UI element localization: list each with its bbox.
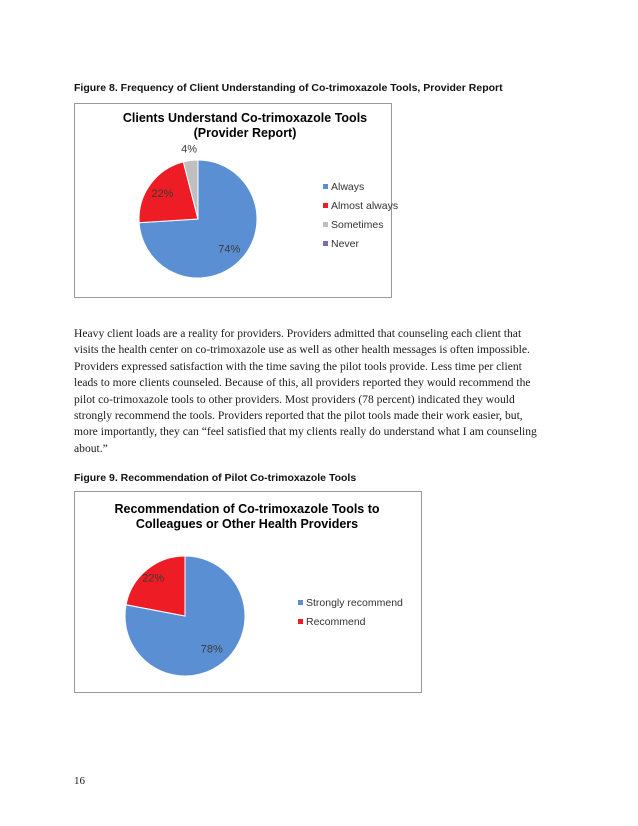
chart-recommendation-svg (75, 492, 421, 692)
legend-swatch (323, 184, 328, 189)
legend-swatch (298, 619, 303, 624)
page-number: 16 (74, 775, 85, 787)
chart-title-line-2: (Provider Report) (193, 126, 297, 140)
data-label-recommend: 22% (142, 572, 165, 585)
figure-8-caption: Figure 8. Frequency of Client Understanding of Co-trimoxazole Tools, Provider Report (74, 82, 503, 94)
paragraph-line: Providers expressed satisfaction with the time saving the pilot tools provide. Less time per client (74, 359, 522, 373)
legend-swatch (323, 222, 328, 227)
paragraph-line: pilot co-trimoxazole tools to other providers. Most providers (78 percent) indicated they would (74, 392, 515, 406)
legend-label: Almost always (331, 200, 399, 212)
data-label-strongly-recommend: 78% (200, 643, 223, 656)
legend-label: Strongly recommend (306, 597, 403, 609)
data-label-almost-always: 22% (151, 188, 174, 201)
chart-client-understanding (74, 103, 399, 298)
legend-label: Never (331, 238, 360, 250)
chart-recommendation (74, 491, 422, 693)
chart-client-understanding-svg (75, 104, 399, 297)
legend-swatch (323, 203, 328, 208)
legend-label: Recommend (306, 616, 366, 628)
data-label-always: 74% (218, 243, 241, 256)
paragraph-line: about.” (74, 441, 108, 455)
legend-swatch (323, 241, 328, 246)
figure-9-caption: Figure 9. Recommendation of Pilot Co-trimoxazole Tools (74, 472, 357, 484)
chart-title-line-1: Clients Understand Co-trimoxazole Tools (122, 111, 368, 125)
chart-title-line-1: Recommendation of Co-trimoxazole Tools to (114, 502, 380, 516)
body-paragraph (74, 326, 574, 457)
legend-swatch (298, 600, 303, 605)
paragraph-line: more importantly, they can “feel satisfied that my clients really do understand what I am counseling (74, 425, 537, 439)
legend-label: Sometimes (331, 219, 384, 231)
paragraph-line: Heavy client loads are a reality for providers. Providers admitted that counseling each client that (74, 327, 522, 340)
paragraph-line: visits the health center on co-trimoxazole use as well as other health messages is often impossible. (74, 343, 530, 357)
data-label-sometimes: 4% (181, 143, 198, 156)
paragraph-line: strongly recommend the tools. Providers reported that the pilot tools made their work easier, but, (74, 409, 523, 423)
chart-title-line-2: Colleagues or Other Health Providers (135, 517, 359, 531)
paragraph-line: leads to more clients counseled. Because of this, all providers reported they would recommend the (74, 376, 531, 390)
legend-label: Always (331, 181, 365, 193)
